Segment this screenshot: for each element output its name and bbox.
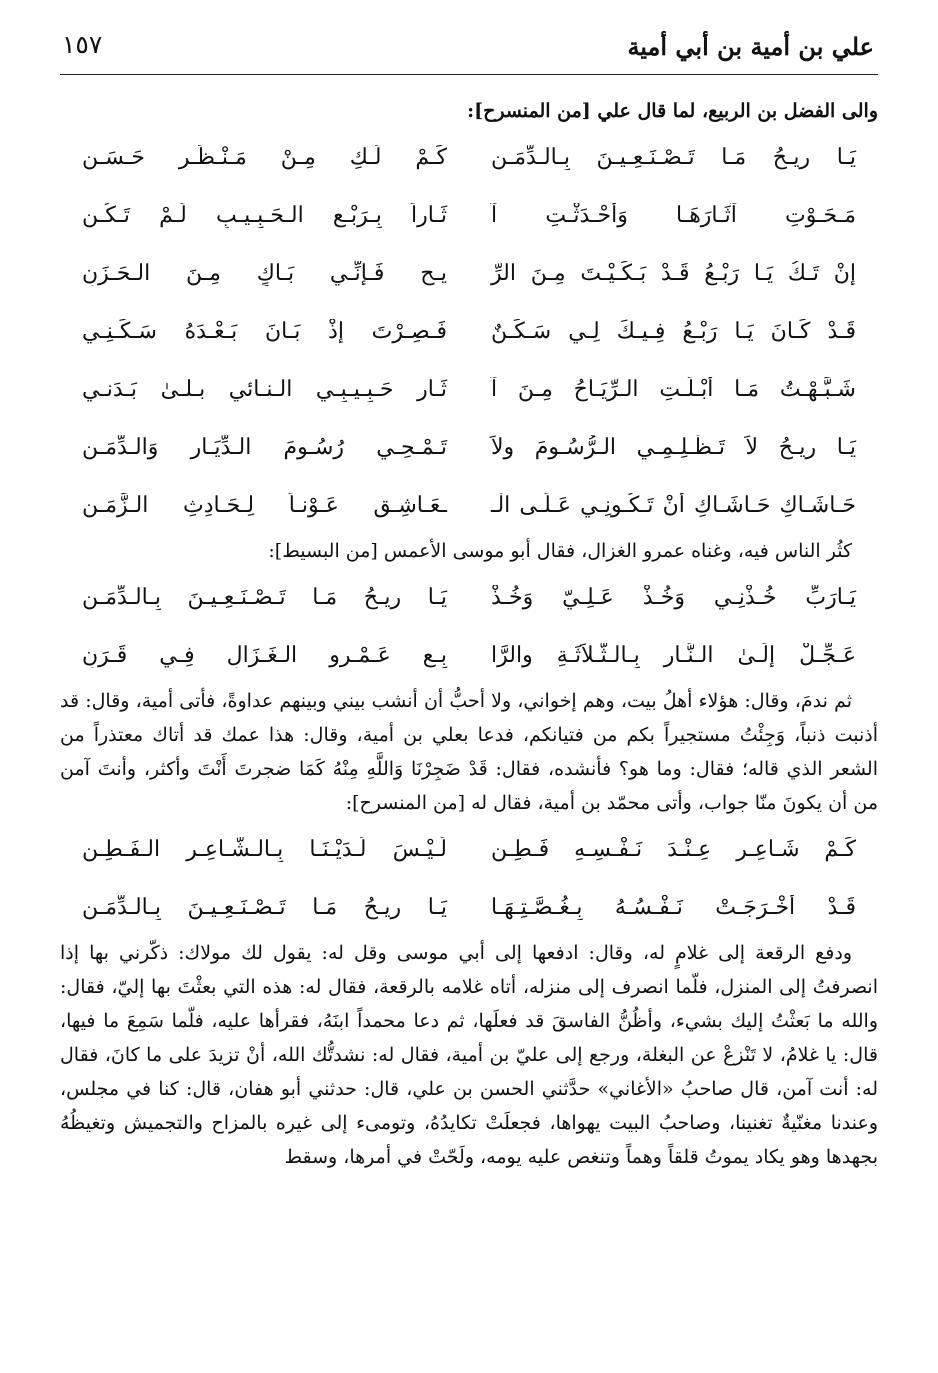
intro-line: والى الفضل بن الربيع، لما قال علي [من المنسرح]: bbox=[467, 100, 878, 122]
header-rule bbox=[60, 74, 878, 75]
verse-second-hemistich: ـعَـاشِـقِ عَـوْنـاً لِـحَـادِثِ الـزَّمَـنِ bbox=[82, 492, 447, 518]
page-header bbox=[58, 26, 878, 72]
verse-first-hemistich: قَـدْ أَخْـرَجَـتْ نَـفْـسُـهُ بِـغُـصَّـتِـهَـا bbox=[491, 894, 856, 920]
verse bbox=[60, 626, 878, 684]
page-number: ١٥٧ bbox=[62, 30, 103, 59]
verse-first-hemistich: كَـمْ شَـاعِـرٍ عِـنْـدَ نَـفْـسِـهِ فَـطِـنِ bbox=[491, 836, 856, 862]
verse-first-hemistich: يَـا رِيـحُ مَـا تَـصْـنَـعِـيـنَ بِـالـدِّمَـنِ bbox=[491, 144, 856, 170]
verse-first-hemistich: إِنْ تَـكُ يَـا رَبْـعُ قَـدْ بَـكَـيْـتَ مِـنَ الرِّ bbox=[491, 260, 856, 286]
verse bbox=[60, 302, 878, 360]
verse-second-hemistich: يـحِ فَـإِنِّـي بَـاكٍ مِـنَ الـحَـزَنِ bbox=[82, 260, 447, 286]
verse-first-hemistich: مَـحَـوْتِ آثَـارَهَـا وَأَحْـدَثْـتِ آ bbox=[491, 202, 856, 228]
verse-second-hemistich: كَـمْ لَـكِ مِـنْ مَـنْـظَـرٍ حَـسَـنِ bbox=[82, 144, 447, 170]
verse-second-hemistich: ثَـاراً بِـرَبْـعِ الـحَـبِـيـبِ لَـمْ تَـكُـنِ bbox=[82, 202, 447, 228]
verse-first-hemistich: يَـارَبِّ خُـذْنِـي وَخُـذْ عَـلِـيّ وَخُـذْ bbox=[491, 584, 856, 610]
verse bbox=[60, 360, 878, 418]
verse-second-hemistich: فَـصِـرْتَ إِذْ بَـانَ بَـعْـدَهُ سَـكَـنِـي bbox=[82, 318, 447, 344]
verse bbox=[60, 568, 878, 626]
narrative-paragraph: ودفع الرقعة إلى غلامٍ له، وقال: ادفعها إلى أبي موسى وقل له: يقول لك مولاك: ذكّرني بها إذا انصرفتُ إلى المنزل، فلّما انصرف إلى منزله، أتاه غلامه بالرقعة، فقال له: هذه التي بعثْتَ بها إليّ، فقال: والله ما بَعثْتُ إليك بشيء، وأظُنُّ الفاسقَ قد فعلَها، ثم دعا محمداً ابنَهُ، فقرأها عليه، فلّما سَمِعَ ما فيها، قال: يا غلامُ، لا تَنْزعْ عن البغلة، ورجع إلى عليّ بن أمية، فقال له: نشدتُّك الله، أنْ تزيدَ على ما كانَ، فقال له: أنت آمن، قال صاحبُ «الأغاني» حدَّثني الحسن بن علي، قال: حدثني أبو هفان، قال: كنا في مجلس، وعندنا مغنّيةٌ تغنينا، وصاحبُ البيت يهواها، فجعلَتْ تكايدُهُ، وتومىء إلى غيره بالمزاح والتجميش وتغيظُهُ بجهدها وهو يكاد يموتُ قلقاً وهماً وتنغص عليه يومه، ولَحّتْ في أمرها، وسقط bbox=[60, 942, 878, 1168]
narrative-paragraph: كثُر الناس فيه، وغناه عمرو الغزال، فقال أبو موسى الأعمس [من البسيط]: bbox=[268, 540, 852, 562]
verse bbox=[60, 418, 878, 476]
verse-first-hemistich: يَـا رِيـحُ لاَ تَـظْـلِـمِـي الـرُّسُـومَ ولاَ bbox=[491, 434, 856, 460]
poem-2 bbox=[60, 568, 878, 684]
poem-1 bbox=[60, 128, 878, 534]
verse-first-hemistich: شَـبَّـهْـتُ مَـا أَبْـلَـتِ الـرِّيَـاحُ مِـنَ آ bbox=[491, 376, 856, 402]
verse bbox=[60, 186, 878, 244]
narrative-paragraph: ثم ندمَ، وقال: هؤلاء أهلُ بيت، وهم إخواني، ولا أحبُّ أن أنشب بيني وبينهم عداوةً، فأتى أمية، وقال: قد أذنبت ذنباً، وَجِئْتُ مستجيراً بكم من فتيانكم، فدعا بعلي بن أمية، وقال: هذا عمك قد أتاك معتذراً من الشعر الذي قاله؛ فقال: وما هو؟ فأنشده، فقال: قَدْ ضَجِرْنَا وَاللَّهِ مِنْهُ كَمَا ضجرتَ أَنْتَ وأكثر، وأنتَ آمن من أن يكونَ منّا جواب، وأتى محمّد بن أمية، فقال له [من المنسرح]: bbox=[60, 690, 878, 814]
verse bbox=[60, 244, 878, 302]
verse bbox=[60, 476, 878, 534]
verse bbox=[60, 820, 878, 878]
verse-second-hemistich: يَـا رِيـحُ مَـا تَـصْـنَـعِـيـنَ بِـالـدِّمَـنِ bbox=[82, 894, 447, 920]
verse bbox=[60, 128, 878, 186]
page-body bbox=[60, 94, 878, 1174]
verse-second-hemistich: ثَـارِ حَـبِـيـبِـي الـنـائي بـلـىٰ بَـدَنـي bbox=[82, 376, 447, 402]
verse-second-hemistich: يَـا رِيـحُ مَـا تَـصْـنَـعِـيـنَ بِـالـدِّمَـنِ bbox=[82, 584, 447, 610]
verse-second-hemistich: تَـمْـحِـي رُسُـومَ الـدِّيَـارِ وَالـدِّمَـنِ bbox=[82, 434, 447, 460]
verse-first-hemistich: عَـجِّـلْ إِلَـىٰ الـنَّـارِ بِـالـثَّـلاَثَـةِ والرَّا bbox=[491, 642, 856, 668]
running-title: علي بن أمية بن أبي أمية bbox=[627, 32, 874, 61]
verse-first-hemistich: حَـاشَـاكِ حَـاشَـاكِ أَنْ تَـكُـونِـي عَـلَـى الْـ bbox=[491, 492, 856, 518]
verse bbox=[60, 878, 878, 936]
verse-second-hemistich: لَـيْـسَ لَـدَيْـنَـا بِـالـشَّـاعِـرِ الـفَـطِـنِ bbox=[82, 836, 447, 862]
verse-first-hemistich: قَـدْ كَـانَ يَـا رَبْـعُ فِـيـكَ لِـي سَـكَـنٌ bbox=[491, 318, 856, 344]
poem-3 bbox=[60, 820, 878, 936]
verse-second-hemistich: بِـعِ عَـمْـرِو الـغَـزَالِ فِـي قَـرَنِ bbox=[82, 642, 447, 668]
